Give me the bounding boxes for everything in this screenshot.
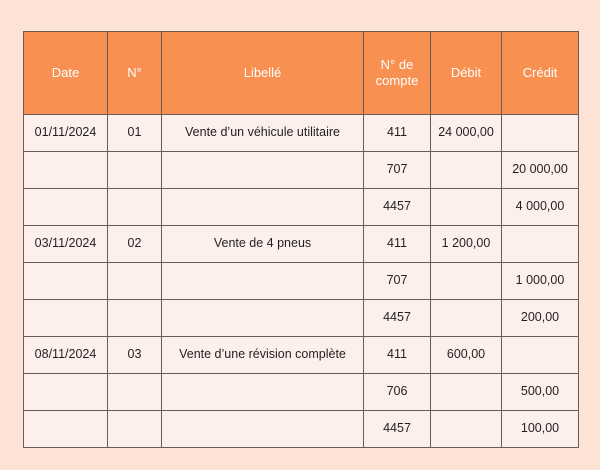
cell-compte: 411 [364,115,431,152]
cell-compte: 706 [364,374,431,411]
cell-compte: 707 [364,152,431,189]
journal-table-container [23,31,578,438]
cell-debit: 24 000,00 [431,115,502,152]
cell-credit [502,226,579,263]
cell-credit: 1 000,00 [502,263,579,300]
column-header-debit: Débit [431,32,502,115]
cell-credit [502,337,579,374]
cell-credit [502,115,579,152]
cell-credit: 20 000,00 [502,152,579,189]
cell-libelle [162,152,364,189]
column-header-date: Date [24,32,108,115]
cell-numero [108,189,162,226]
cell-credit: 4 000,00 [502,189,579,226]
table-row [24,374,579,411]
cell-date [24,300,108,337]
cell-date [24,411,108,448]
header-row [24,32,579,115]
cell-compte: 4457 [364,189,431,226]
cell-date [24,374,108,411]
cell-compte: 707 [364,263,431,300]
table-row [24,226,579,263]
cell-date: 03/11/2024 [24,226,108,263]
table-row [24,337,579,374]
cell-date: 08/11/2024 [24,337,108,374]
cell-libelle [162,300,364,337]
cell-libelle: Vente de 4 pneus [162,226,364,263]
column-header-numero: N° [108,32,162,115]
cell-numero: 02 [108,226,162,263]
cell-libelle: Vente d’un véhicule utilitaire [162,115,364,152]
cell-numero: 01 [108,115,162,152]
column-header-libelle: Libellé [162,32,364,115]
cell-numero: 03 [108,337,162,374]
cell-credit: 200,00 [502,300,579,337]
cell-debit [431,374,502,411]
table-row [24,411,579,448]
table-row [24,115,579,152]
cell-debit [431,300,502,337]
cell-compte: 4457 [364,300,431,337]
cell-numero [108,152,162,189]
cell-debit [431,411,502,448]
table-header [24,32,579,115]
cell-numero [108,374,162,411]
cell-debit [431,263,502,300]
table-body [24,115,579,448]
cell-debit [431,152,502,189]
cell-numero [108,263,162,300]
cell-debit [431,189,502,226]
cell-debit: 1 200,00 [431,226,502,263]
column-header-credit: Crédit [502,32,579,115]
table-row [24,263,579,300]
cell-libelle [162,189,364,226]
cell-compte: 4457 [364,411,431,448]
table-row [24,300,579,337]
cell-libelle [162,263,364,300]
table-row [24,189,579,226]
cell-libelle: Vente d’une révision complète [162,337,364,374]
cell-debit: 600,00 [431,337,502,374]
cell-credit: 100,00 [502,411,579,448]
cell-numero [108,411,162,448]
cell-numero [108,300,162,337]
cell-compte: 411 [364,337,431,374]
cell-credit: 500,00 [502,374,579,411]
cell-compte: 411 [364,226,431,263]
cell-date [24,189,108,226]
cell-libelle [162,411,364,448]
cell-date [24,152,108,189]
cell-libelle [162,374,364,411]
cell-date [24,263,108,300]
column-header-compte: N° de compte [364,32,431,115]
table-row [24,152,579,189]
cell-date: 01/11/2024 [24,115,108,152]
accounting-journal-table [23,31,579,448]
